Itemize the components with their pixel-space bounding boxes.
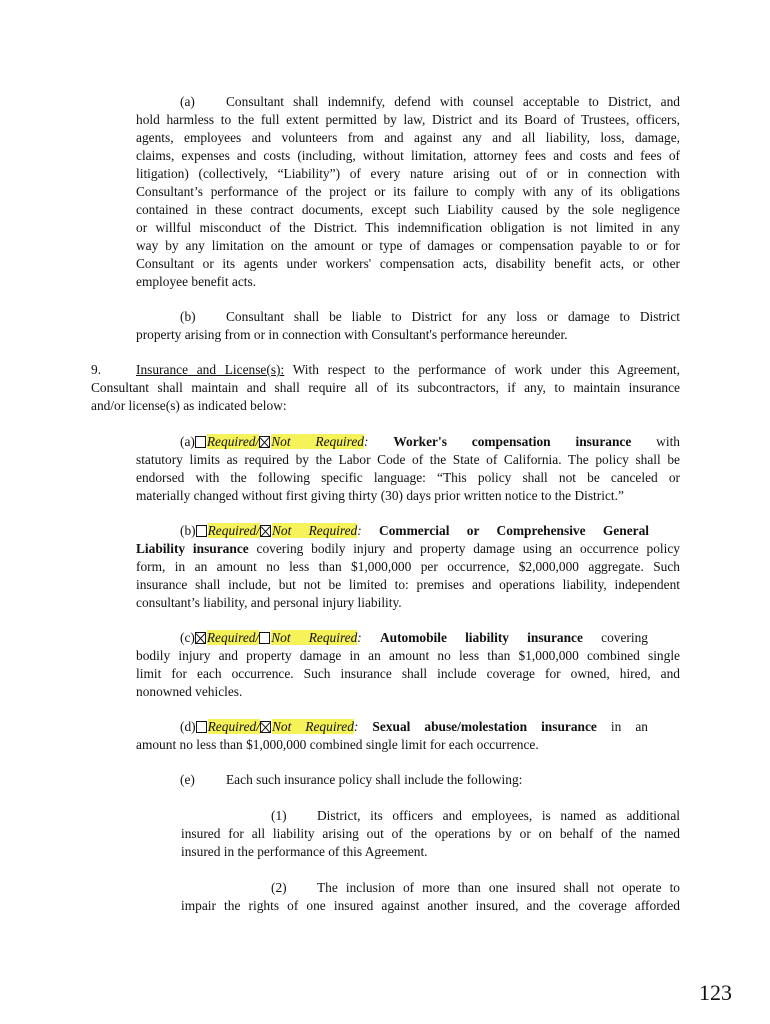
para-a-line: claims, expenses and costs (including, without limitation, attorney fees and costs and fees of [136,148,680,163]
policy-requirement-2: (2) The inclusion of more than one insured shall not operate to impair the rights of one insured against another insured, and the coverage afforded [181,880,680,913]
insurance-item-a: (a) Required/ Not Required: Worker's compensation insurance with statutory limits as required by the Labor Code of the State of California. The policy shall be endorsed with the following specific language: “This policy shall not be canceled or materially changed without first giving thirty (30) days prior written notice to the District.” [136,434,680,503]
not-required-label: Not Required [271,523,358,538]
not-required-checkbox-checked[interactable] [259,436,270,448]
para-a-line: way by any limitation on the amount or type of damages or compensation payable to or for [136,238,680,253]
required-label: Required/ [207,719,260,734]
para-a-line: Consultant’s performance of the project or its failure to comply with any of its obligations [136,184,680,199]
required-label: Required/ [207,523,260,538]
para-a-line: litigation) (collectively, “Liability”) of every nature arising out of or in connection with [136,166,680,181]
section-9-heading: Insurance and License(s): [136,362,285,377]
para-a-line: contained in these contract documents, except such Liability caused by the sole negligence [136,202,680,217]
required-checkbox-checked[interactable] [195,632,206,644]
required-checkbox[interactable] [196,721,207,733]
section-9-line: Consultant shall maintain and shall require all of its subcontractors, if any, to maintain insurance [91,380,680,395]
para-a-line: hold harmless to the full extent permitted by law, District and its Board of Trustees, officers, [136,112,680,127]
section-9: 9. Insurance and License(s): With respect to the performance of work under this Agreement, Consultant shall maintain and shall require all of its subcontractors, if any, to maintain insurance and/or license(s) as indicated below: [91,362,681,413]
indemnity-paragraph-a: (a) Consultant shall indemnify, defend with counsel acceptable to District, and hold harmless to the full extent permitted by law, District and its Board of Trustees, officers, agents, employees and volunteers from and against any and all liability, loss, damage, claims, expenses and costs (including, without limitation, attorney fees and costs and fees of litigation) (collectively, “Liability”) of every nature arising out of or in connection with Consultant’s performance of the project or its failure to comply with any of its obligations contained in these contract documents, except such Liability caused by the sole negligence or willful misconduct of the District. This indemnification obligation is not limited in any way by any limitation on the amount or type of damages or compensation payable to or for Consultant or its agents under workers' compensation acts, disability benefit acts, or other employee benefit acts. [136,94,680,289]
insurance-title: Automobile liability insurance [379,630,583,645]
not-required-label: Not Required [271,630,358,645]
section-9-line: and/or license(s) as indicated below: [91,398,287,413]
section-9-number: 9. [91,362,102,377]
insurance-item-e: (e) Each such insurance policy shall include the following: [180,772,523,787]
insurance-item-d: (d) Required/ Not Required: Sexual abuse/molestation insurance in an amount no less than $1,000,000 combined single limit for each occurrence. [136,719,648,752]
liability-paragraph-b: (b) Consultant shall be liable to District for any loss or damage to District property arising from or in connection with Consultant's performance hereunder. [136,309,680,342]
insurance-item-b: (b) Required/ Not Required: Commercial or Comprehensive General Liability insurance covering bodily injury and property damage using an occurrence policy form, in an amount no less than $1,000,000 per occurrence, $2,000,000 aggregate. Such insurance shall include, but not be limited to: premises and operations liability, independent consultant’s liability, and personal injury liability. [136,523,680,610]
para-b-line: property arising from or in connection with Consultant's performance hereunder. [136,327,568,342]
insurance-title: Sexual abuse/molestation insurance [372,719,597,734]
page-number: 123 [699,980,732,1005]
insurance-title: Commercial or Comprehensive General [379,523,650,538]
insurance-item-c: (c) Required/ Not Required: Automobile liability insurance covering bodily injury and property damage in an amount no less than $1,000,000 combined single limit for each occurrence. Such insurance shall include coverage for owned, hired, and nonowned vehicles. [136,630,680,699]
required-label: Required/ [206,630,260,645]
insurance-title: Worker's compensation insurance [393,434,632,449]
not-required-checkbox[interactable] [259,632,270,644]
para-a-line: employee benefit acts. [136,274,257,289]
para-b-label: (b) [180,309,196,324]
required-checkbox[interactable] [196,525,207,537]
not-required-checkbox-checked[interactable] [260,525,271,537]
para-a-line: Consultant or its agents under workers' compensation acts, disability benefit acts, or other [136,256,680,271]
para-a-label: (a) [180,94,195,109]
required-label: Required/ [206,434,260,449]
policy-requirement-1: (1) District, its officers and employees, is named as additional insured for all liability arising out of the operations by or on behalf of the named insured in the performance of this Agreement. [181,808,680,859]
not-required-checkbox-checked[interactable] [260,721,271,733]
para-a-line: agents, employees and volunteers from and against any and all liability, loss, damage, [136,130,680,145]
para-a-line: or willful misconduct of the District. This indemnification obligation is not limited in any [136,220,680,235]
not-required-label: Not Required [271,434,364,449]
not-required-label: Not Required [271,719,354,734]
required-checkbox[interactable] [195,436,206,448]
